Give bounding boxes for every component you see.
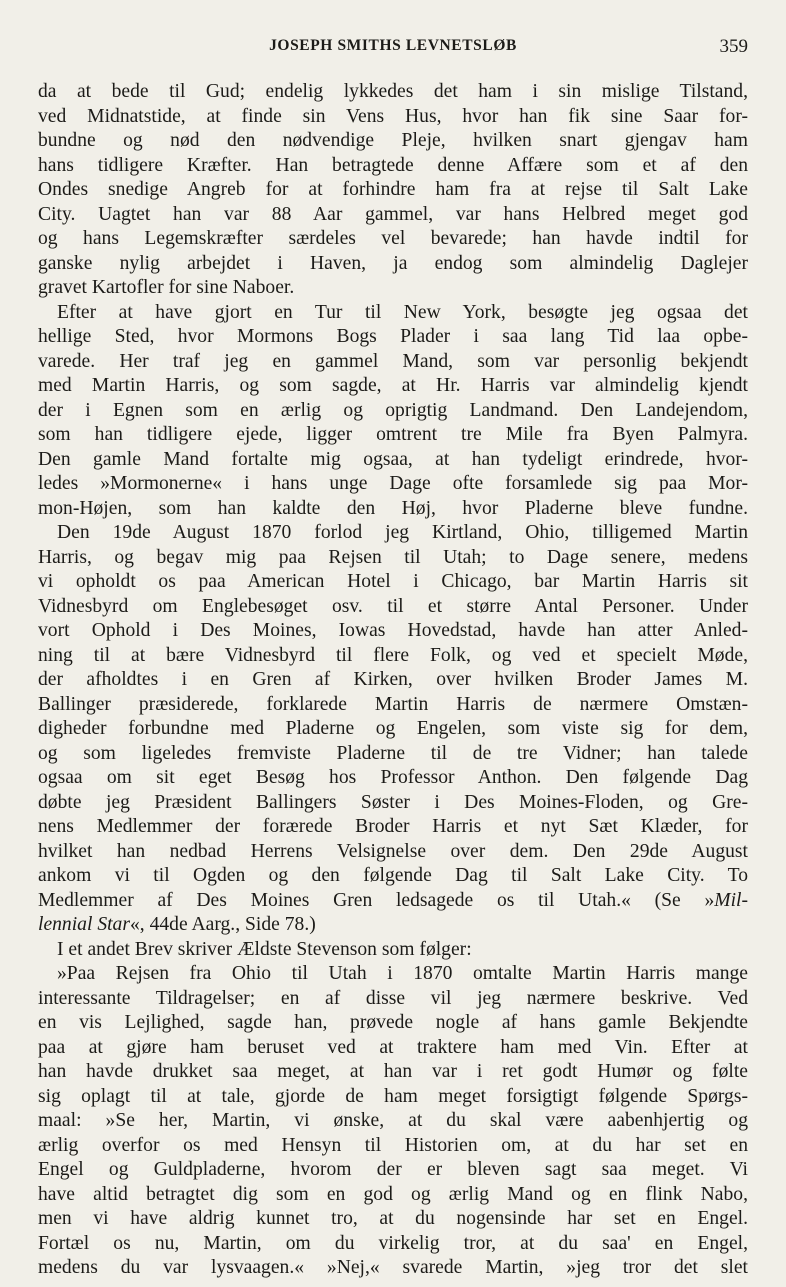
text-line xyxy=(38,1232,748,1257)
text-line xyxy=(38,840,748,865)
text-line-segment: Vidnesbyrd om Englebesøget osv. til et større Antal Personer. Under xyxy=(38,595,748,617)
text-line xyxy=(38,154,748,179)
text-line xyxy=(38,301,748,326)
text-line-segment: ganske nylig arbejdet i Haven, ja endog som almindelig Daglejer xyxy=(38,252,748,274)
text-line-segment: ledes »Mormonerne« i hans unge Dage ofte forsamlede sig paa Mor- xyxy=(38,473,748,494)
text-line-segment: I et andet Brev skriver Ældste Stevenson som følger: xyxy=(57,938,472,960)
text-line-segment: hans tidligere Kræfter. Han betragtede denne Affære som et af den xyxy=(38,154,748,176)
text-line xyxy=(38,178,748,203)
text-line xyxy=(38,717,748,742)
text-line-segment: hvilket han nedbad Herrens Velsignelse over dem. Den 29de August xyxy=(38,840,748,862)
text-line xyxy=(38,1036,748,1061)
text-line xyxy=(38,129,748,154)
text-line-segment: en vis Lejlighed, sagde han, prøvede nogle af hans gamle Bekjendte xyxy=(38,1012,748,1033)
text-line-segment: hellige Sted, hvor Mormons Bogs Plader i saa lang Tid laa opbe- xyxy=(38,326,748,347)
text-line-segment: interessante Tildragelser; en af disse vil jeg nærmere beskrive. Ved xyxy=(38,987,748,1009)
text-line-segment: bundne og nød den nødvendige Pleje, hvilken snart gjengav ham xyxy=(38,130,748,151)
text-line xyxy=(38,962,748,987)
text-line xyxy=(38,1109,748,1134)
text-line xyxy=(38,889,748,914)
text-line-segment: ning til at bære Vidnesbyrd til flere Folk, og ved et specielt Møde, xyxy=(38,644,748,666)
text-line-segment: vort Ophold i Des Moines, Iowas Hovedstad, havde han atter Anled- xyxy=(38,620,748,641)
text-line xyxy=(38,1060,748,1085)
italic-title: lennial Star xyxy=(38,914,130,935)
text-line xyxy=(38,203,748,228)
text-line xyxy=(38,595,748,620)
text-line-segment: og som ligeledes fremviste Pladerne til de tre Vidner; han talede xyxy=(38,742,748,764)
italic-title: Mil- xyxy=(714,889,748,911)
text-line-segment: have altid betragtet dig som en god og ærlig Mand og en flink Nabo, xyxy=(38,1183,748,1205)
text-line-segment: City. Uagtet han var 88 Aar gammel, var hans Helbred meget god xyxy=(38,203,748,225)
text-line-segment: ærlig overfor os med Hensyn til Historien om, at du har set en xyxy=(38,1134,748,1156)
body-text xyxy=(38,80,748,1281)
text-line-segment: »Paa Rejsen fra Ohio til Utah i 1870 omtalte Martin Harris mange xyxy=(57,963,748,984)
text-line xyxy=(38,864,748,889)
text-line-segment: nens Medlemmer der forærede Broder Harris et nyt Sæt Klæder, for xyxy=(38,816,748,837)
text-line-segment: han havde drukket saa meget, at han var i ret godt Humør og følte xyxy=(38,1061,748,1082)
text-line-segment: døbte jeg Præsident Ballingers Søster i Des Moines-Floden, og Gre- xyxy=(38,791,748,813)
running-head: JOSEPH SMITHS LEVNETSLØB xyxy=(269,37,517,54)
text-line-segment: og hans Legemskræfter særdeles vel bevarede; han havde indtil for xyxy=(38,228,748,249)
text-line xyxy=(38,938,748,963)
text-line-segment: der i Egnen som en ærlig og oprigtig Landmand. Den Landejendom, xyxy=(38,399,748,421)
page-number: 359 xyxy=(719,36,748,57)
text-line xyxy=(38,1011,748,1036)
text-line-segment: «, 44de Aarg., Side 78.) xyxy=(129,914,316,935)
text-line-segment: digheder forbundne med Pladerne og Engelen, som viste sig for dem, xyxy=(38,718,748,739)
text-line xyxy=(38,1134,748,1159)
text-line-segment: Medlemmer af Des Moines Gren ledsagede os til Utah.« (Se » xyxy=(38,889,715,911)
text-line-segment: paa at gjøre ham beruset ved at traktere ham med Vin. Efter at xyxy=(38,1036,748,1058)
text-line-segment: Den 19de August 1870 forlod jeg Kirtland, Ohio, tilligemed Martin xyxy=(57,522,748,543)
text-line-segment: ogsaa om sit eget Besøg hos Professor Anthon. Den følgende Dag xyxy=(38,767,748,788)
text-line xyxy=(38,619,748,644)
text-line xyxy=(38,668,748,693)
text-line xyxy=(38,374,748,399)
text-line-segment: Ballinger præsiderede, forklarede Martin Harris de nærmere Omstæn- xyxy=(38,693,748,715)
text-line-segment: sig oplagt til at tale, gjorde de ham meget forsigtigt følgende Spørgs- xyxy=(38,1085,748,1107)
text-line xyxy=(38,815,748,840)
text-line-segment: Ondes snedige Angreb for at forhindre ham fra at rejse til Salt Lake xyxy=(38,179,748,200)
text-line xyxy=(38,350,748,375)
text-line-segment: der afholdtes i en Gren af Kirken, over hvilken Broder James M. xyxy=(38,669,748,690)
text-line-segment: da at bede til Gud; endelig lykkedes det ham i sin mislige Tilstand, xyxy=(38,81,748,102)
text-line xyxy=(38,448,748,473)
text-line-segment: men vi have aldrig kunnet tro, at du nogensinde har set en Engel. xyxy=(38,1208,748,1229)
text-line xyxy=(38,546,748,571)
text-line xyxy=(38,1085,748,1110)
text-line xyxy=(38,766,748,791)
text-line xyxy=(38,80,748,105)
text-line xyxy=(38,570,748,595)
text-line xyxy=(38,1183,748,1208)
text-line xyxy=(38,1158,748,1183)
text-line-segment: vi opholdt os paa American Hotel i Chicago, bar Martin Harris sit xyxy=(38,571,748,592)
text-line xyxy=(38,791,748,816)
text-line xyxy=(38,1256,748,1281)
text-line-segment: varede. Her traf jeg en gammel Mand, som var personlig bekjendt xyxy=(38,350,748,372)
text-line-segment: som han tidligere ejede, ligger omtrent tre Mile fra Byen Palmyra. xyxy=(38,424,748,445)
text-line xyxy=(38,521,748,546)
text-line-segment: mon-Højen, som han kaldte den Høj, hvor Pladerne bleve fundne. xyxy=(38,497,748,519)
text-line xyxy=(38,742,748,767)
text-line xyxy=(38,227,748,252)
text-line xyxy=(38,399,748,424)
text-line-segment: medens du var lysvaagen.« »Nej,« svarede Martin, »jeg tror det slet xyxy=(38,1257,748,1278)
text-line-segment: ankom vi til Ogden og den følgende Dag til Salt Lake City. To xyxy=(38,865,748,886)
text-line xyxy=(38,1207,748,1232)
text-line xyxy=(38,252,748,277)
text-line xyxy=(38,276,748,301)
text-line xyxy=(38,497,748,522)
text-line-segment: Fortæl os nu, Martin, om du virkelig tror, at du saa' en Engel, xyxy=(38,1232,748,1254)
text-line-segment: Harris, og begav mig paa Rejsen til Utah; to Dage senere, medens xyxy=(38,546,748,568)
text-line xyxy=(38,105,748,130)
text-line xyxy=(38,325,748,350)
text-line-segment: med Martin Harris, og som sagde, at Hr. Harris var almindelig kjendt xyxy=(38,375,748,396)
text-line xyxy=(38,423,748,448)
text-line-segment: gravet Kartofler for sine Naboer. xyxy=(38,277,295,298)
text-line-segment: ved Midnatstide, at finde sin Vens Hus, hvor han fik sine Saar for- xyxy=(38,105,748,127)
text-line xyxy=(38,644,748,669)
page-header xyxy=(38,37,748,61)
text-line xyxy=(38,987,748,1012)
text-line-segment: Efter at have gjort en Tur til New York, besøgte jeg ogsaa det xyxy=(57,301,748,323)
text-line xyxy=(38,693,748,718)
text-line xyxy=(38,913,748,938)
text-line-segment: Den gamle Mand fortalte mig ogsaa, at han tydeligt erindrede, hvor- xyxy=(38,448,748,470)
text-line-segment: maal: »Se her, Martin, vi ønske, at du skal være aabenhjertig og xyxy=(38,1110,748,1131)
text-line xyxy=(38,472,748,497)
text-line-segment: Engel og Guldpladerne, hvorom der er bleven sagt saa meget. Vi xyxy=(38,1159,748,1180)
